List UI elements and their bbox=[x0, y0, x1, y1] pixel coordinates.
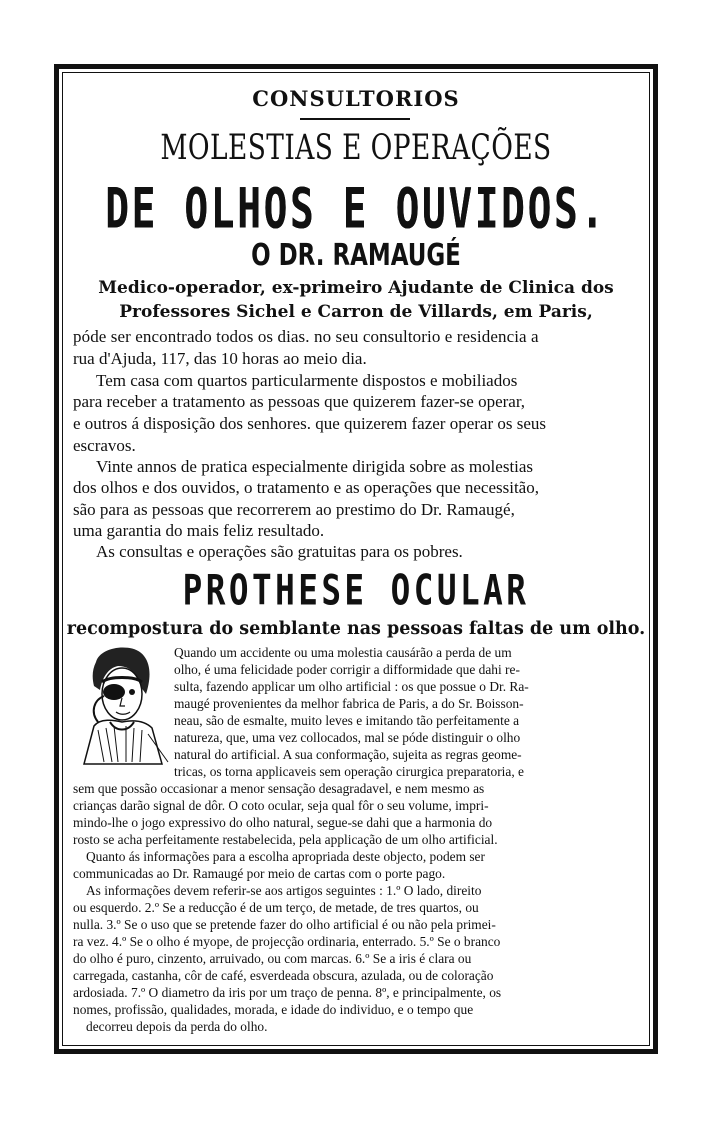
credentials-line: Medico-operador, ex-primeiro Ajudante de Clinica dos bbox=[98, 278, 614, 298]
prothese-line: communicadas ao Dr. Ramaugé por meio de cartas com o porte pago. bbox=[73, 866, 446, 881]
intro-line: póde ser encontrado todos os dias. no seu consultorio e residencia a bbox=[73, 327, 539, 346]
prothese-subtitle: recompostura do semblante nas pessoas faltas de um olho. bbox=[66, 619, 646, 639]
headline-olhos-ouvidos: DE OLHOS E OUVIDOS. bbox=[105, 176, 607, 241]
intro-line: uma garantia do mais feliz resultado. bbox=[73, 521, 325, 540]
intro-line: Tem casa com quartos particularmente dispostos e mobiliados bbox=[96, 371, 518, 390]
intro-line: dos olhos e dos ouvidos, o tratamento e as operações que necessitão, bbox=[73, 478, 539, 497]
page-title: CONSULTORIOS bbox=[252, 86, 460, 111]
prothese-line: natural do artificial. A sua conformação, sujeita as regras geome- bbox=[174, 747, 522, 762]
intro-line: para receber a tratamento as pessoas que quizerem fazer-se operar, bbox=[73, 392, 526, 411]
credentials-line: Professores Sichel e Carron de Villards, em Paris, bbox=[119, 302, 593, 322]
prothese-line: do olho é puro, cinzento, arruivado, ou com marcas. 6.º Se a iris é clara ou bbox=[73, 951, 472, 966]
subtitle-molestias: MOLESTIAS E OPERAÇÕES bbox=[160, 128, 552, 168]
intro-line: e outros á disposição dos senhores. que quizerem fazer operar os seus bbox=[73, 414, 547, 433]
prothese-line: As informações devem referir-se aos artigos seguintes : 1.º O lado, direito bbox=[86, 883, 482, 898]
prothese-line: crianças darão signal de dôr. O coto ocular, seja qual fôr o seu volume, impri- bbox=[73, 798, 489, 813]
intro-line: são para as pessoas que recorrerem ao prestimo do Dr. Ramaugé, bbox=[73, 500, 515, 519]
prothese-line: natureza, que, uma vez collocados, mal se póde distinguir o olho bbox=[174, 730, 521, 745]
prothese-line: carregada, castanha, côr de café, esverdeada obscura, azulada, ou de coloração bbox=[73, 968, 494, 983]
prothese-line: olho, é uma felicidade poder corrigir a difformidade que dahi re- bbox=[174, 662, 520, 677]
intro-line: Vinte annos de pratica especialmente dirigida sobre as molestias bbox=[96, 457, 534, 476]
prothese-line: nomes, profissão, qualidades, morada, e idade do individuo, e o tempo que bbox=[73, 1002, 474, 1017]
prothese-line: nulla. 3.º Se o uso que se pretende fazer do olho artificial é ou não pela primei- bbox=[73, 917, 496, 932]
prothese-line: decorreu depois da perda do olho. bbox=[86, 1019, 268, 1034]
prothese-title: PROTHESE OCULAR bbox=[182, 566, 530, 615]
prothese-line: sem que possão occasionar a menor sensação desagradavel, e nem mesmo as bbox=[73, 781, 485, 796]
doctor-name: O DR. RAMAUGÉ bbox=[251, 238, 461, 273]
portrait-illustration bbox=[74, 642, 170, 770]
prothese-line: tricas, os torna applicaveis sem operação cirurgica preparatoria, e bbox=[174, 764, 524, 779]
prothese-line: ardosiada. 7.º O diametro da iris por um traço de penna. 8º, e principalmente, os bbox=[73, 985, 502, 1000]
intro-line: rua d'Ajuda, 117, das 10 horas ao meio dia. bbox=[73, 349, 367, 368]
title-rule bbox=[300, 118, 410, 120]
prothese-line: mindo-lhe o jogo expressivo do olho natural, segue-se dahi que a harmonia do bbox=[73, 815, 493, 830]
prothese-line: rosto se acha perfeitamente restabelecida, pela applicação de um olho artificial. bbox=[73, 832, 498, 847]
prothese-line: maugé provenientes da melhor fabrica de Paris, a do Sr. Boisson- bbox=[174, 696, 524, 711]
intro-line: escravos. bbox=[73, 436, 136, 455]
prothese-line: Quanto ás informações para a escolha apropriada deste objecto, podem ser bbox=[86, 849, 485, 864]
intro-line: As consultas e operações são gratuitas para os pobres. bbox=[96, 542, 463, 561]
prothese-line: Quando um accidente ou uma molestia causárão a perda de um bbox=[174, 645, 512, 660]
prothese-line: ou esquerdo. 2.º Se a reducção é de um terço, de metade, de tres quartos, ou bbox=[73, 900, 479, 915]
prothese-line: sulta, fazendo applicar um olho artificial : os que possue o Dr. Ra- bbox=[174, 679, 529, 694]
prothese-line: neau, são de esmalte, muito leves e imitando tão perfeitamente a bbox=[174, 713, 520, 728]
prothese-line: ra vez. 4.º Se o olho é myope, de projecção ordinaria, enterrado. 5.º Se o branco bbox=[73, 934, 501, 949]
